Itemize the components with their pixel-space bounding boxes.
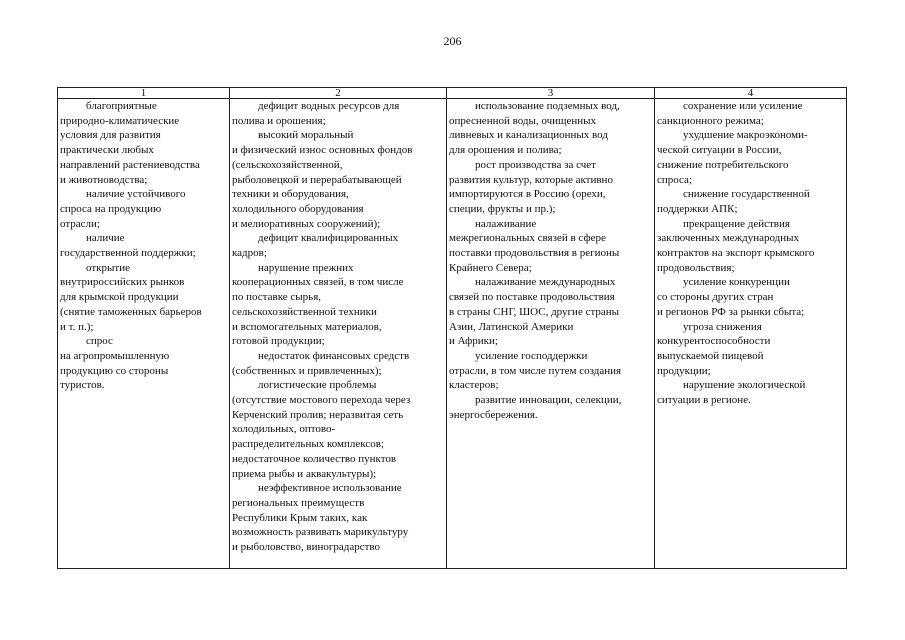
cell-text-line: (отсутствие мостового перехода через <box>232 394 411 407</box>
swot-table <box>57 87 847 569</box>
cell-text-line: в страны СНГ, ШОС, другие страны <box>449 305 620 318</box>
cell-text-line: на агропромышленную <box>60 349 170 362</box>
cell-text-line: полива и орошения; <box>232 114 326 127</box>
cell-text-line: неэффективное использование <box>258 482 402 495</box>
cell-text-line: (собственных и привлеченных); <box>232 364 382 377</box>
page-number: 206 <box>443 34 462 48</box>
cell-text-line: поставки продовольствия в регионы <box>449 247 620 260</box>
cell-text-line: дефицит водных ресурсов для <box>258 100 400 112</box>
cell-text-line: сохранение или усиление <box>683 100 803 112</box>
cell-text-line: логистические проблемы <box>258 379 377 392</box>
cell-text-line: санкционного режима; <box>657 114 764 127</box>
cell-text-line: для орошения и полива; <box>449 144 562 157</box>
cell-text-line: налаживание международных <box>475 276 616 289</box>
cell-text-line: и животноводства; <box>60 173 148 186</box>
cell-threats <box>655 99 847 569</box>
cell-text-line: спроса; <box>657 173 692 186</box>
cell-text-line: кадров; <box>232 247 267 260</box>
cell-text-line: связей по поставке продовольствия <box>449 291 615 304</box>
cell-text-line: ческой ситуации в России, <box>657 144 782 157</box>
cell-text-line: Республики Крым таких, как <box>232 511 368 524</box>
cell-text-line: межрегиональных связей в сфере <box>449 232 606 245</box>
cell-text-line: спрос <box>86 335 113 348</box>
column-header-1: 1 <box>58 88 230 99</box>
cell-text-line: специи, фрукты и пр.); <box>449 202 556 215</box>
cell-text-line: региональных преимуществ <box>232 496 365 509</box>
cell-text-line: приема рыбы и аквакультуры); <box>232 467 377 480</box>
cell-text-line: нарушение прежних <box>258 261 354 274</box>
cell-text-line: и мелиоративных сооружений); <box>232 217 381 230</box>
cell-text-line: использование подземных вод, <box>475 100 620 112</box>
cell-text-line: кластеров; <box>449 379 499 392</box>
cell-text-line: направлений растениеводства <box>60 158 200 171</box>
header-row <box>58 88 847 99</box>
cell-strengths <box>58 99 230 569</box>
cell-text-line: конкурентоспособности <box>657 335 771 348</box>
cell-text-line: продукцию со стороны <box>60 364 169 377</box>
cell-text-line: и рыболовство, виноградарство <box>232 541 381 554</box>
cell-text-line: развитие инновации, селекции, <box>475 394 622 407</box>
cell-text-line: снижение государственной <box>683 188 810 201</box>
cell-text-line: продукции; <box>657 364 711 377</box>
cell-text-line: импортируются в Россию (орехи, <box>449 188 606 201</box>
cell-text-line: заключенных международных <box>657 232 800 245</box>
column-header-3: 3 <box>447 88 655 99</box>
cell-text-line: ливневых и канализационных вод <box>449 129 608 142</box>
cell-text-line: готовой продукции; <box>232 335 325 348</box>
cell-text-line: холодильного оборудования <box>232 202 364 215</box>
cell-text-line: развития культур, которые активно <box>449 173 613 186</box>
cell-text-line: снижение потребительского <box>657 158 789 171</box>
cell-text-line: прекращение действия <box>683 217 790 230</box>
cell-weaknesses <box>230 99 447 569</box>
cell-text-line: недостаточное количество пунктов <box>232 452 397 465</box>
cell-text-line: отрасли, в том числе путем создания <box>449 364 622 377</box>
cell-text-line: возможность развивать марикультуру <box>232 526 409 539</box>
cell-text-line: рыболовецкой и перерабатывающей <box>232 173 402 186</box>
cell-text-line: условия для развития <box>60 129 161 142</box>
cell-text-line: выпускаемой пищевой <box>657 349 764 362</box>
cell-text-line: продовольствия; <box>657 261 735 274</box>
cell-text-line: контрактов на экспорт крымского <box>657 247 815 260</box>
cell-text-line: практически любых <box>60 144 154 157</box>
cell-text-line: и регионов РФ за рынки сбыта; <box>657 305 805 318</box>
cell-text-line: поддержки АПК; <box>657 202 738 215</box>
cell-text-line: спроса на продукцию <box>60 202 162 215</box>
cell-text-line: государственной поддержки; <box>60 247 196 260</box>
cell-text-line: распределительных комплексов; <box>232 438 384 451</box>
cell-text-line: энергосбережения. <box>449 408 538 421</box>
cell-text-line: налаживание <box>475 217 537 230</box>
cell-text-line: ухудшение макроэкономи- <box>683 129 808 142</box>
cell-text-line: для крымской продукции <box>60 291 179 304</box>
column-header-2: 2 <box>230 88 447 99</box>
cell-text-line: открытие <box>86 261 130 274</box>
cell-text-line: и т. п.); <box>60 320 94 333</box>
column-header-4: 4 <box>655 88 847 99</box>
cell-text-line: наличие устойчивого <box>86 188 186 201</box>
cell-text-line: дефицит квалифицированных <box>258 232 399 245</box>
cell-text-line: внутрироссийских рынков <box>60 276 185 289</box>
cell-text-line: усиление конкуренции <box>683 276 790 289</box>
cell-text-line: сельскохозяйственной техники <box>232 305 377 318</box>
cell-text-line: Керченский пролив; неразвитая сеть <box>232 408 404 421</box>
cell-text-line: (снятие таможенных барьеров <box>60 305 202 318</box>
cell-text-line: (сельскохозяйственной, <box>232 158 343 171</box>
cell-opportunities <box>447 99 655 569</box>
cell-text-line: кооперационных связей, в том числе <box>232 276 404 289</box>
cell-text-line: и вспомогательных материалов, <box>232 320 382 333</box>
cell-text-line: высокий моральный <box>258 129 354 142</box>
cell-text-line: туристов. <box>60 379 105 392</box>
cell-text-line: холодильных, оптово- <box>232 423 336 436</box>
cell-text-line: техники и оборудования, <box>232 188 349 201</box>
cell-text-line: рост производства за счет <box>475 158 596 171</box>
cell-text-line: Азии, Латинской Америки <box>449 320 574 333</box>
cell-text-line: благоприятные <box>86 100 157 112</box>
cell-text-line: и Африки; <box>449 335 498 348</box>
cell-text-line: угроза снижения <box>683 320 762 333</box>
cell-text-line: опресненной воды, очищенных <box>449 114 597 127</box>
cell-text-line: отрасли; <box>60 217 100 230</box>
cell-text-line: ситуации в регионе. <box>657 394 751 407</box>
cell-text-line: наличие <box>86 232 125 245</box>
cell-text-line: недостаток финансовых средств <box>258 349 410 362</box>
cell-text-line: и физический износ основных фондов <box>232 144 413 157</box>
cell-text-line: по поставке сырья, <box>232 291 321 304</box>
cell-text-line: нарушение экологической <box>683 379 806 392</box>
content-row <box>58 99 847 569</box>
cell-text-line: природно-климатические <box>60 114 180 127</box>
cell-text-line: усиление господдержки <box>475 349 588 362</box>
cell-text-line: Крайнего Севера; <box>449 261 532 274</box>
cell-text-line: со стороны других стран <box>657 291 774 304</box>
